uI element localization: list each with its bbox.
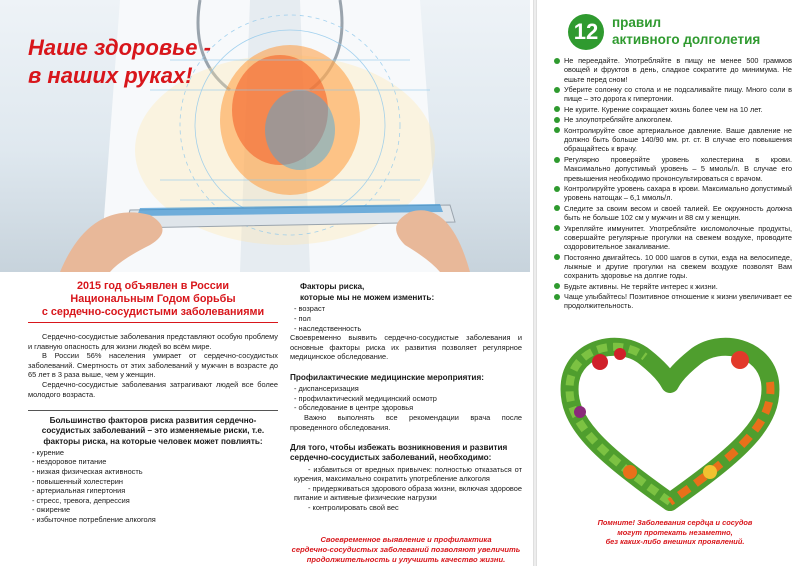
reminder-line-1: Помните! Заболевания сердца и сосудов <box>597 518 753 527</box>
footer-line-1: Своевременное выявление и профилактика <box>320 534 492 544</box>
divider <box>28 410 278 411</box>
rules-title <box>612 14 792 48</box>
rule-item: Регулярно проверяйте уровень холестерина в крови. Максимально допустимый уровень – 5 ммоль/л. В случае его превышения необходимо проконсультироваться с врачом. <box>554 155 792 183</box>
rule-item: Контролируйте уровень сахара в крови. Максимально допустимый уровень натощак – 6,1 ммоль/л. <box>554 184 792 203</box>
rule-item: Не злоупотребляйте алкоголем. <box>554 115 792 124</box>
rule-item: Чаще улыбайтесь! Позитивное отношение к жизни увеличивает ее продолжительность. <box>554 292 792 311</box>
prevention-footer <box>290 535 522 565</box>
rule-item: Не переедайте. Употребляйте в пищу не менее 500 граммов овощей и фруктов в день, сладкое сократите до минимума. Не ешьте перед сном! <box>554 56 792 84</box>
rules-count-badge: 12 <box>568 14 604 50</box>
right-panel <box>540 0 800 566</box>
rule-item: Постоянно двигайтесь. 10 000 шагов в сутки, езда на велосипеде, лыжные и другие прогулки на свежем воздухе позволят Вам сохранить здоровье на долгие годы. <box>554 253 792 281</box>
reminder-note <box>562 518 788 547</box>
list-item: - курение <box>32 447 64 457</box>
bullet-icon <box>554 127 560 133</box>
list-item: - нездоровое питание <box>32 457 107 467</box>
footer-line-2: сердечно-сосудистых заболеваний позволяют увеличить <box>291 544 521 554</box>
prevention-list <box>290 384 522 413</box>
bullet-icon <box>554 205 560 211</box>
list-item: - низкая физическая активность <box>32 466 143 476</box>
vegetable-heart-icon <box>560 332 780 512</box>
year-heading-line-2: Национальным Годом борьбы <box>70 293 236 305</box>
list-item: - избыточное потребление алкоголя <box>32 514 156 524</box>
bullet-icon <box>554 225 560 231</box>
hero-title <box>28 34 238 90</box>
list-item: - артериальная гипертония <box>32 486 126 496</box>
nonmod-heading-line-1: Факторы риска, <box>300 282 365 291</box>
reminder-line-2: могут протекать незаметно, <box>617 527 733 537</box>
intro-paragraph-2: В России 56% населения умирает от сердечно-сосудистых заболеваний. Смертность от этих заболеваний у мужчин в возрасте до 65 лет в 3 раза выше, чем у женщин. <box>28 351 278 380</box>
avoid-heading: Для того, чтобы избежать возникновения и развития сердечно-сосудистых заболеваний, необходимо: <box>290 443 508 463</box>
rules-list <box>554 56 792 312</box>
list-item: - диспансеризация <box>294 384 359 394</box>
list-item: - ожирение <box>32 505 71 515</box>
rule-item: Уберите солонку со стола и не подсаливайте пищу. Много соли в пище – это дорога к гипертонии. <box>554 85 792 104</box>
rule-item: Не курите. Курение сокращает жизнь более чем на 10 лет. <box>554 105 792 114</box>
intro-paragraph-3: Сердечно-сосудистые заболевания затрагивают людей все более молодого возраста. <box>28 379 278 399</box>
modifiable-list <box>28 448 278 525</box>
bullet-icon <box>554 117 560 123</box>
rule-item: Будьте активны. Не теряйте интерес к жизни. <box>554 282 792 291</box>
year-heading-line-1: 2015 год объявлен в России <box>76 280 229 292</box>
nonmod-heading-line-2: которые мы не можем изменить: <box>300 293 435 303</box>
page-fold <box>533 0 537 566</box>
bullet-icon <box>554 58 560 64</box>
avoid-list <box>290 465 522 513</box>
intro-paragraph-1: Сердечно-сосудистые заболевания представляют особую проблему и главную опасность для жизни людей во всём мире. <box>28 332 278 351</box>
list-item: - придерживаться здорового образа жизни, включая здоровое питание и активные физические нагрузки <box>294 483 522 503</box>
nonmod-note: Своевременно выявить сердечно-сосудистые заболевания и основные факторы риска их развития позволяет регулярное медицинское обследование. <box>290 333 522 362</box>
list-item: - повышенный холестерин <box>32 476 123 486</box>
list-item: - избавиться от вредных привычек: полностью отказаться от курения, максимально сократить употребление алкоголя <box>294 464 522 484</box>
rule-item: Следите за своим весом и своей талией. Ее окружность должна быть не больше 102 см у мужчин и 88 см у женщин. <box>554 204 792 223</box>
bullet-icon <box>554 157 560 163</box>
bullet-icon <box>554 254 560 260</box>
column-intro <box>28 280 278 525</box>
bullet-icon <box>554 294 560 300</box>
list-item: - наследственность <box>294 323 362 333</box>
column-prevention <box>290 278 522 565</box>
hero-title-line-2: в наших руках! <box>28 63 193 88</box>
year-heading-line-3: с сердечно-сосудистыми заболеваниями <box>41 306 265 318</box>
list-item: - пол <box>294 314 311 323</box>
modifiable-heading: Большинство факторов риска развития сердечно-сосудистых заболеваний – это изменяемые риски, т.е. факторы риска, на которые человек может повлиять: <box>41 416 265 446</box>
footer-line-3: продолжительность и улучшить качество жизни. <box>306 554 506 564</box>
bullet-icon <box>554 106 560 112</box>
hero-image <box>0 0 530 272</box>
rules-title-line-1: правил <box>612 15 662 30</box>
list-item: - контролировать свой вес <box>308 502 399 512</box>
list-item: - возраст <box>294 304 326 314</box>
prevention-note: Важно выполнять все рекомендации врача после проведенного обследования. <box>290 412 522 432</box>
hero-title-line-1: Наше здоровье - <box>28 35 211 60</box>
rules-title-line-2: активного долголетия <box>612 32 761 47</box>
bullet-icon <box>554 186 560 192</box>
bullet-icon <box>554 283 560 289</box>
list-item: - обследование в центре здоровья <box>294 403 414 413</box>
list-item: - стресс, тревога, депрессия <box>32 495 130 505</box>
prevention-heading: Профилактические медицинские мероприятия: <box>290 372 484 382</box>
bullet-icon <box>554 87 560 93</box>
year-heading <box>28 280 278 323</box>
reminder-line-3: без каких-либо внешних проявлений. <box>605 537 745 547</box>
rule-item: Контролируйте свое артериальное давление. Ваше давление не должно быть больше 140/90 мм. рт. ст. В случае его повышения обращайтесь к врачу. <box>554 126 792 154</box>
nonmod-list <box>290 304 522 333</box>
list-item: - профилактический медицинский осмотр <box>294 393 437 403</box>
rule-item: Укрепляйте иммунитет. Употребляйте кисломолочные продукты, совершайте регулярные прогулки на свежем воздухе, проводите оздоровительное закаливание. <box>554 224 792 252</box>
